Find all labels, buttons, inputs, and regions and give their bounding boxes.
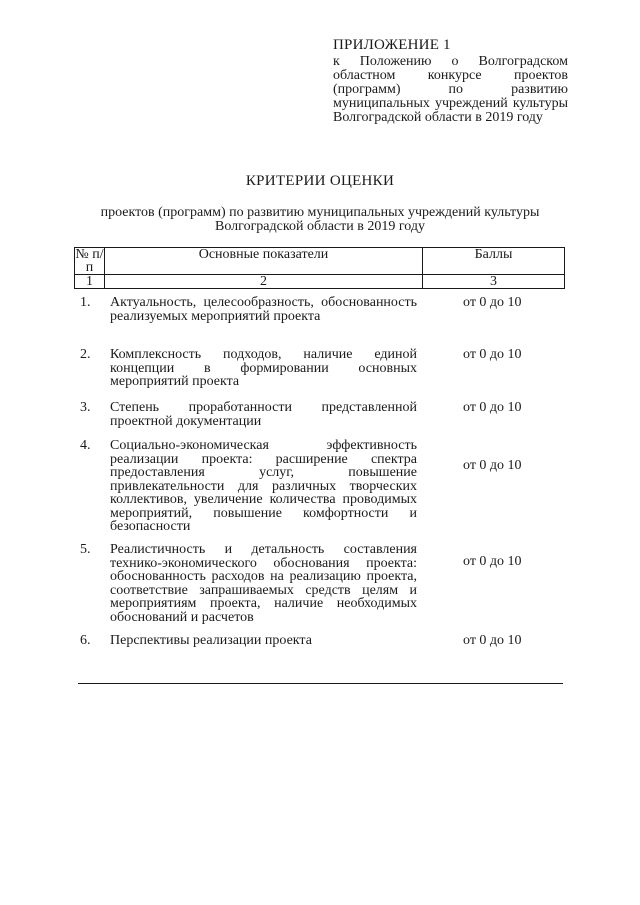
document-subtitle: проектов (программ) по развитию муниципальных учреждений культуры Волгоградской области в 2019 году (100, 205, 540, 234)
appendix-text: к Положению о Волгоградском областном конкурсе проектов (программ) по развитию муниципальных учреждений культуры Волгоградской области в 2019 году (333, 54, 568, 125)
criterion-text: Степень проработанности представленной проектной документации (110, 400, 417, 429)
appendix-title: ПРИЛОЖЕНИЕ 1 (333, 37, 451, 53)
document-title: КРИТЕРИИ ОЦЕНКИ (245, 173, 395, 189)
column-number-row (75, 275, 565, 289)
criterion-number: 2. (80, 347, 91, 362)
criterion-score: от 0 до 10 (463, 633, 522, 648)
criterion-number: 6. (80, 633, 91, 648)
criterion-score: от 0 до 10 (463, 554, 522, 569)
criterion-number: 1. (80, 295, 91, 310)
column-number-2: 2 (105, 275, 423, 289)
criterion-score: от 0 до 10 (463, 347, 522, 362)
header-number: № п/п (75, 247, 104, 275)
header-indicators: Основные показатели (105, 248, 423, 275)
criterion-number: 4. (80, 438, 91, 453)
criterion-number: 3. (80, 400, 91, 415)
criteria-table-header (74, 247, 565, 289)
criterion-text: Социально-экономическая эффективность реализации проекта: расширение спектра предоставления услуг, повышение привлекательности для различных творческих коллективов, увеличение количества проводимых мероприятий, повышение комфортности и безопасности (110, 438, 417, 534)
column-number-1: 1 (75, 275, 105, 289)
criterion-score: от 0 до 10 (463, 295, 522, 310)
criterion-text: Комплексность подходов, наличие единой концепции в формировании основных мероприятий проекта (110, 347, 417, 389)
column-number-3: 3 (423, 275, 565, 289)
criterion-score: от 0 до 10 (463, 458, 522, 473)
header-row (75, 248, 565, 275)
header-score: Баллы (423, 248, 565, 275)
criterion-number: 5. (80, 542, 91, 557)
criterion-text: Реалистичность и детальность составления технико-экономического обоснования проекта: обоснованность расходов на реализацию проекта, соответствие запрашиваемых средств целям и мероприятиям проекта, наличие необходимых обоснований и расчетов (110, 542, 417, 625)
criterion-text: Перспективы реализации проекта (110, 633, 312, 648)
criterion-score: от 0 до 10 (463, 400, 522, 415)
bottom-rule (78, 683, 563, 684)
criterion-text: Актуальность, целесообразность, обоснованность реализуемых мероприятий проекта (110, 295, 417, 324)
